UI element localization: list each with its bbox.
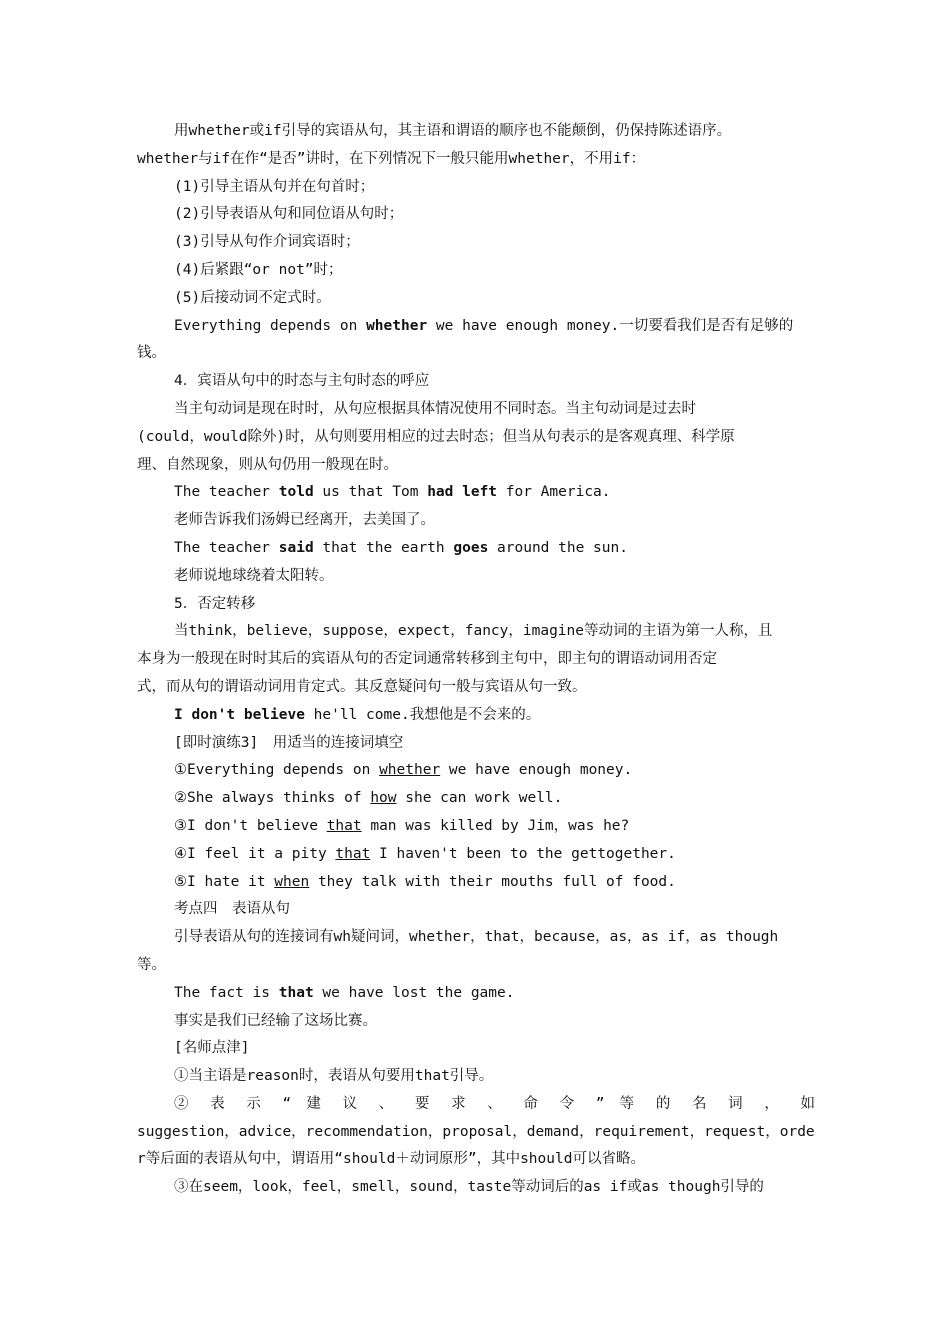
list-item: (3)引导从句作介词宾语时； (174, 234, 360, 251)
paragraph-line: 钱。 (137, 345, 166, 362)
text-run: ③I don't believe (174, 817, 327, 834)
list-item: (1)引导主语从句并在句首时； (174, 178, 375, 195)
exercise-item (137, 841, 815, 869)
text-run: The fact is (174, 984, 279, 1001)
answer-blank: that (326, 817, 362, 834)
text-run: ④I feel it a pity (174, 845, 336, 862)
text-run: for America. (497, 484, 611, 501)
text-run: ②She always thinks of (174, 790, 371, 807)
example-sentence (137, 313, 815, 341)
text-run: us that Tom (313, 484, 428, 501)
section-heading: 5．否定转移 (174, 595, 256, 612)
tip-item: ①当主语是reason时，表语从句要用that引导。 (174, 1068, 494, 1085)
example-sentence (137, 980, 815, 1008)
bold-keyword: I don't believe (174, 706, 305, 723)
exercise-item (137, 813, 815, 841)
example-translation: 老师说地球绕着太阳转。 (174, 567, 334, 584)
answer-blank: how (370, 790, 397, 807)
text-run: around the sun. (488, 539, 628, 556)
text-run: we have enough money.一切要看我们是否有足够的 (427, 317, 794, 334)
text-run: she can work well. (396, 790, 563, 807)
paragraph-line: 等。 (137, 956, 166, 973)
list-item: (5)后接动词不定式时。 (174, 289, 331, 306)
paragraph-line: 式，而从句的谓语动词用肯定式。其反意疑问句一般与宾语从句一致。 (137, 678, 587, 695)
text-run: we have lost the game. (313, 984, 515, 1001)
paragraph-line: whether与if在作“是否”讲时，在下列情况下一般只能用whether，不用if： (137, 150, 646, 167)
answer-blank: whether (379, 762, 441, 779)
example-sentence (137, 479, 815, 507)
exercise-heading: [即时演练3] 用适当的连接词填空 (174, 734, 404, 751)
paragraph-line: r等后面的表语从句中，谓语用“should＋动词原形”，其中should可以省略。 (137, 1151, 645, 1168)
text-run: Everything depends on (174, 317, 367, 334)
tip-heading: [名师点津] (174, 1040, 250, 1057)
example-sentence (137, 535, 815, 563)
paragraph-line: 本身为一般现在时时其后的宾语从句的否定词通常转移到主句中，即主句的谓语动词用否定 (137, 651, 717, 668)
answer-blank: when (274, 873, 310, 890)
bold-keyword: told (278, 484, 314, 501)
text-run: we have enough money. (440, 762, 633, 779)
bold-keyword: said (278, 539, 314, 556)
text-run: ①Everything depends on (174, 762, 380, 779)
bold-keyword: that (278, 984, 314, 1001)
text-run: ⑤I hate it (174, 873, 275, 890)
list-item: (2)引导表语从句和同位语从句时； (174, 206, 404, 223)
exercise-item (137, 757, 815, 785)
list-item: (4)后紧跟“or not”时； (174, 261, 343, 278)
text-run: The teacher (174, 539, 279, 556)
text-run: they talk with their mouths full of food. (309, 873, 676, 890)
text-run: man was killed by Jim，was he? (361, 817, 630, 834)
tip-item: ② 表 示 “ 建 议 、 要 求 、 命 令 ” 等 的 名 词 ， 如 (174, 1095, 815, 1112)
text-run: I haven't been to the gettogether. (370, 845, 676, 862)
answer-blank: that (335, 845, 371, 862)
document-body (137, 118, 815, 1202)
bold-keyword: whether (366, 317, 428, 334)
paragraph-line: (could，would除外)时，从句则要用相应的过去时态；但当从句表示的是客观真理、科学原 (137, 428, 735, 445)
text-run: The teacher (174, 484, 279, 501)
text-run: that the earth (313, 539, 454, 556)
exercise-item (137, 869, 815, 897)
text-run: he'll come.我想他是不会来的。 (304, 706, 541, 723)
paragraph-line: 理、自然现象，则从句仍用一般现在时。 (137, 456, 398, 473)
paragraph-line: 当主句动词是现在时时，从句应根据具体情况使用不同时态。当主句动词是过去时 (174, 400, 696, 417)
section-heading: 4．宾语从句中的时态与主句时态的呼应 (174, 373, 430, 390)
paragraph-line: 用whether或if引导的宾语从句，其主语和谓语的顺序也不能颠倒，仍保持陈述语序。 (174, 123, 732, 139)
paragraph-line: suggestion，advice，recommendation，proposal，demand，requirement，request，orde (137, 1123, 815, 1140)
bold-keyword: goes (453, 539, 489, 556)
tip-item: ③在seem，look，feel，smell，sound，taste等动词后的as if或as though引导的 (174, 1179, 764, 1196)
exercise-item (137, 785, 815, 813)
paragraph-line: 当think，believe，suppose，expect，fancy，imagine等动词的主语为第一人称，且 (174, 623, 773, 640)
paragraph-line: 引导表语从句的连接词有wh疑问词，whether，that，because，as，as if，as though (174, 929, 779, 946)
section-heading: 考点四 表语从句 (174, 901, 290, 918)
example-translation: 事实是我们已经输了这场比赛。 (174, 1012, 377, 1029)
bold-keyword: had left (427, 484, 498, 501)
example-sentence (137, 702, 815, 730)
example-translation: 老师告诉我们汤姆已经离开，去美国了。 (174, 512, 435, 529)
